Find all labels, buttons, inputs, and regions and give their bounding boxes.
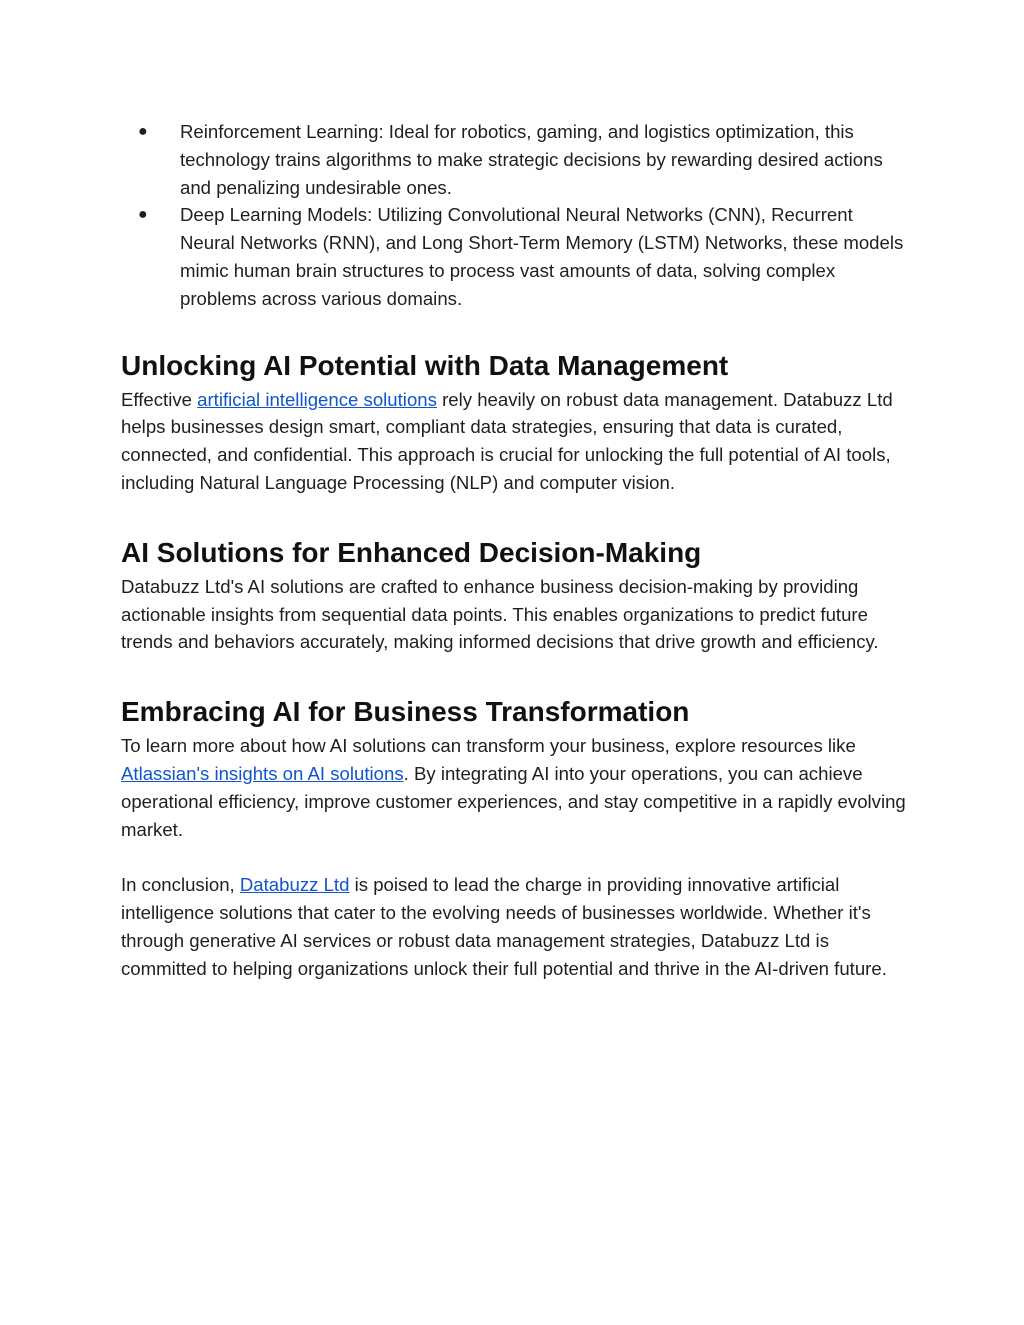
section-data-management (121, 349, 911, 497)
section-decision-making (121, 536, 911, 656)
bullet-text: Reinforcement Learning: Ideal for robotics, gaming, and logistics optimization, this technology trains algorithms to make strategic decisions by rewarding desired actions and penalizing undesirable ones. (180, 121, 883, 198)
list-item (121, 118, 911, 201)
section-heading: AI Solutions for Enhanced Decision-Making (121, 536, 702, 568)
bullet-list (121, 118, 911, 313)
section-heading: Embracing AI for Business Transformation (121, 696, 690, 728)
document-page (121, 118, 911, 982)
paragraph-text: To learn more about how AI solutions can transform your business, explore resources like (121, 735, 856, 757)
bullet-icon: ● (138, 123, 148, 140)
section-paragraph: Databuzz Ltd's AI solutions are crafted to enhance business decision-making by providing actionable insights from sequential data points. This enables organizations to predict future trends and behaviors accurately, making informed decisions that drive growth and efficiency. (121, 575, 879, 653)
paragraph-text: is poised to lead the charge in providing innovative artificial intelligence solutions that cater to the evolving needs of businesses worldwide. Whether it's through generative AI services or robust data management strategies, Databuzz Ltd is committed to helping organizations unlock their full potential and thrive in the AI-driven future. (121, 874, 887, 979)
paragraph-text: rely heavily on robust data management. Databuzz Ltd helps businesses design smart, compliant data strategies, ensuring that data is curated, connected, and confidential. This approach is crucial for unlocking the full potential of AI tools, including Natural Language Processing (NLP) and computer vision. (121, 388, 893, 493)
section-paragraph (121, 386, 911, 497)
databuzz-link[interactable]: Databuzz Ltd (239, 874, 350, 896)
section-paragraph (121, 732, 911, 843)
section-heading: Unlocking AI Potential with Data Management (121, 349, 729, 381)
paragraph-text: In conclusion, (121, 874, 240, 896)
atlassian-insights-link[interactable]: Atlassian's insights on AI solutions (121, 762, 404, 784)
paragraph-text: . By integrating AI into your operations, you can achieve operational efficiency, improve customer experiences, and stay competitive in a rapidly evolving market. (121, 762, 906, 840)
bullet-icon: ● (138, 206, 148, 224)
section-business-transformation (121, 695, 911, 843)
ai-solutions-link[interactable]: artificial intelligence solutions (197, 388, 437, 410)
bullet-text: Deep Learning Models: Utilizing Convolutional Neural Networks (CNN), Recurrent Neural Networks (RNN), and Long Short-Term Memory (LSTM) Networks, these models mimic human brain structures to process vast amounts of data, solving complex problems across various domains. (180, 204, 904, 309)
paragraph-text: Effective (121, 388, 198, 410)
conclusion-paragraph (121, 871, 911, 982)
list-item (121, 201, 911, 312)
